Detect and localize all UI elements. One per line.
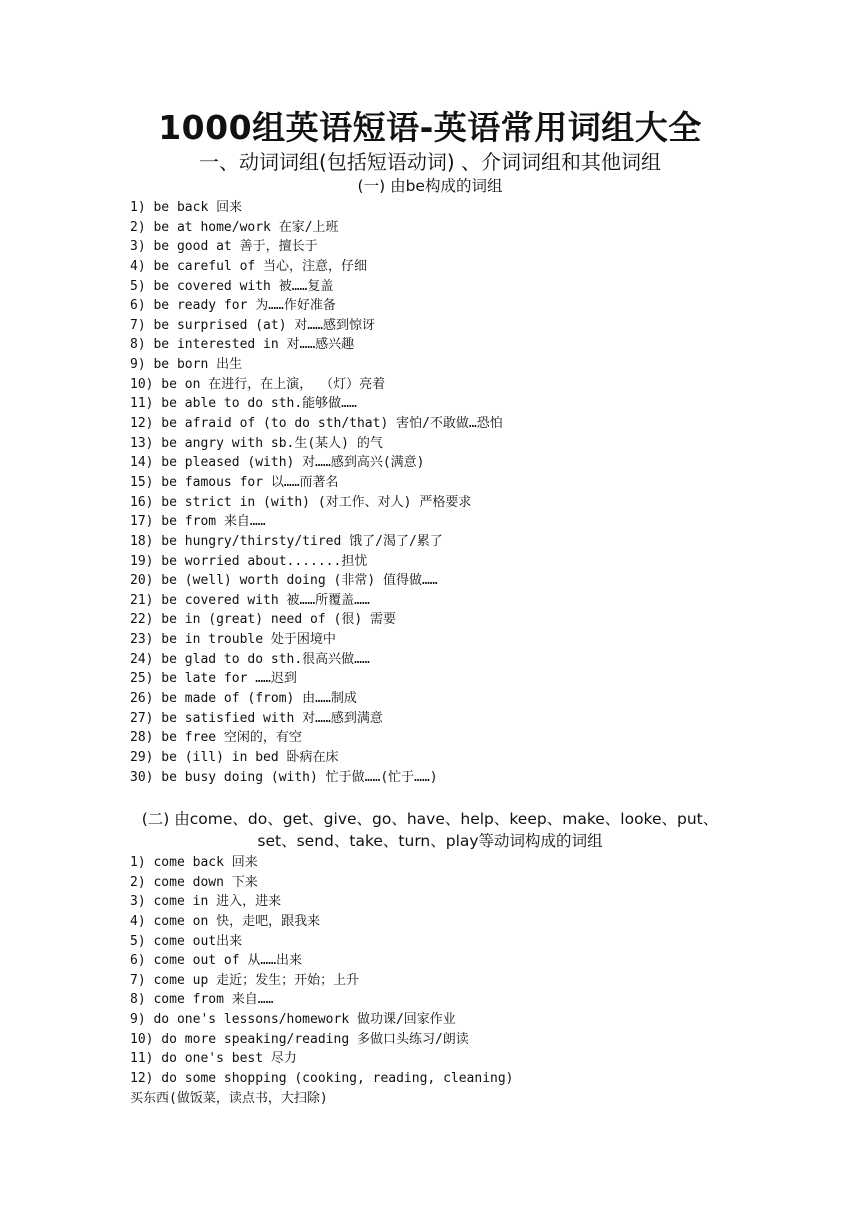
phrase-item: 3) be good at 善于，擅长于 [130,239,318,255]
phrase-item: 27) be satisfied with 对……感到满意 [130,710,383,726]
phrase-item: 28) be free 空闲的，有空 [130,730,302,746]
section-heading-be: (一) 由be构成的词组 [357,177,503,195]
phrase-item: 26) be made of (from) 由……制成 [130,691,357,707]
phrase-item: 17) be from 来自…… [130,514,266,530]
phrase-item: 21) be covered with 被……所覆盖…… [130,592,370,608]
phrase-item: 23) be in trouble 处于困境中 [130,632,336,648]
phrase-item: 11) do one's best 尽力 [130,1051,297,1067]
phrase-item: 8) be interested in 对……感兴趣 [130,337,355,353]
verb-phrase-list [130,853,770,1108]
phrase-item: 5) come out出来 [130,933,243,949]
phrase-item: 13) be angry with sb.生(某人) 的气 [130,435,383,451]
phrase-item: 1) come back 回来 [130,855,258,870]
phrase-item: 24) be glad to do sth.很高兴做…… [130,651,370,667]
section-heading-verbs [130,808,730,852]
phrase-item: 2) be at home/work 在家/上班 [130,219,339,235]
phrase-item: 14) be pleased (with) 对……感到高兴(满意) [130,455,425,471]
document-subtitle: 一、动词词组(包括短语动词) 、介词词组和其他词组 [199,150,661,174]
phrase-item: 11) be able to do sth.能够做…… [130,396,357,412]
document-title: 1000组英语短语-英语常用词组大全 [158,108,702,147]
phrase-item: 30) be busy doing (with) 忙于做……(忙于……) [130,769,438,785]
phrase-item: 2) come down 下来 [130,874,258,890]
phrase-item: 12) be afraid of (to do sth/that) 害怕/不敢做…恐怕 [130,416,503,432]
phrase-item: 16) be strict in (with) (对工作、对人) 严格要求 [130,494,472,510]
phrase-item: 15) be famous for 以……而著名 [130,474,339,490]
phrase-item: 8) come from 来自…… [130,992,274,1008]
phrase-item: 7) be surprised (at) 对……感到惊讶 [130,317,376,333]
phrase-item: 12) do some shopping (cooking, reading, cleaning) [130,1071,514,1087]
phrase-item: 9) be born 出生 [130,357,243,373]
be-phrase-list [130,198,770,787]
phrase-item: 1) be back 回来 [130,200,243,215]
phrase-item: 4) come on 快，走吧，跟我来 [130,913,321,929]
phrase-item: 10) be on 在进行，在上演， （灯）亮着 [130,376,386,392]
phrase-item: 22) be in (great) need of (很) 需要 [130,612,396,628]
phrase-item: 6) be ready for 为……作好准备 [130,298,336,314]
phrase-item: 4) be careful of 当心，注意，仔细 [130,258,368,274]
phrase-item: 20) be (well) worth doing (非常) 值得做…… [130,573,438,589]
phrase-item: 9) do one's lessons/homework 做功课/回家作业 [130,1012,456,1028]
phrase-item: 7) come up 走近；发生；开始；上升 [130,972,360,988]
phrase-item: 10) do more speaking/reading 多做口头练习/朗读 [130,1031,469,1047]
phrase-item: 买东西(做饭菜，读点书，大扫除) [130,1090,328,1106]
section-heading-verbs-line1: (二) 由come、do、get、give、go、have、help、keep、make、looke、put、 [141,810,719,828]
section-heading-verbs-line2: set、send、take、turn、play等动词构成的词组 [257,832,603,850]
phrase-item: 6) come out of 从……出来 [130,953,303,969]
phrase-item: 5) be covered with 被……复盖 [130,278,334,294]
phrase-item: 18) be hungry/thirsty/tired 饿了/渴了/累了 [130,533,443,549]
phrase-item: 25) be late for ……迟到 [130,671,297,687]
phrase-item: 29) be (ill) in bed 卧病在床 [130,749,339,765]
phrase-item: 19) be worried about.......担忧 [130,553,368,569]
phrase-item: 3) come in 进入，进来 [130,894,282,910]
